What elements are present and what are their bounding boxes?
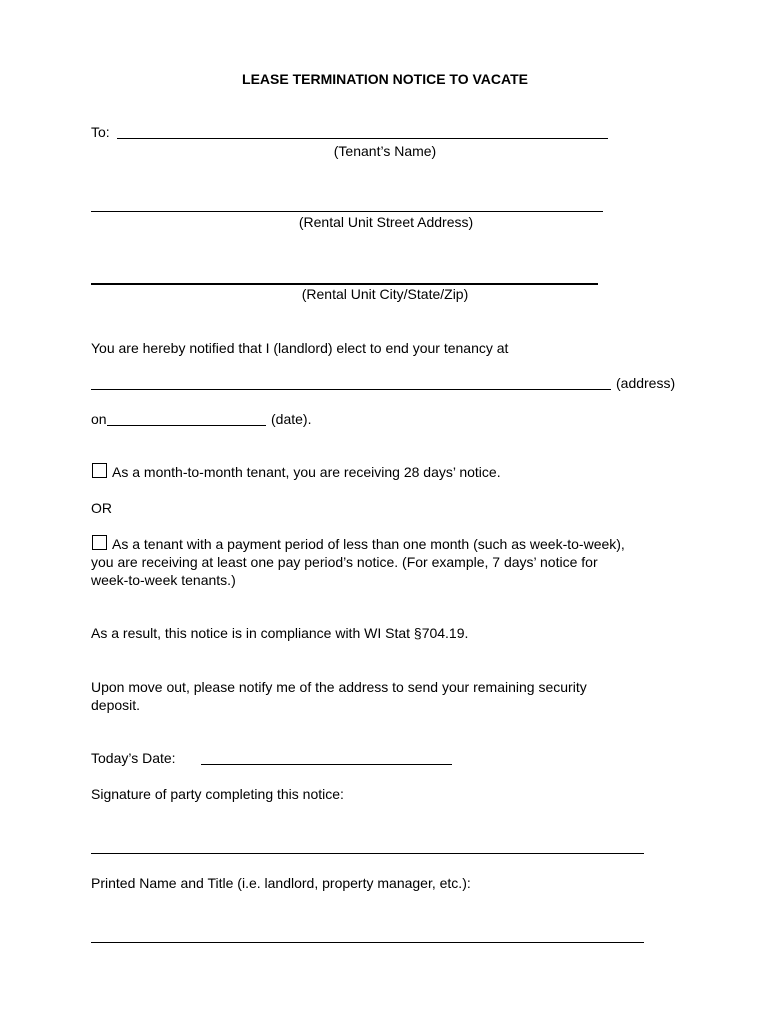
tenant-name-caption: (Tenant’s Name) bbox=[333, 143, 437, 159]
short-period-text-line1: As a tenant with a payment period of less than one month (such as week-to-week), bbox=[112, 536, 625, 552]
compliance-text: As a result, this notice is in compliance with WI Stat §704.19. bbox=[91, 625, 469, 641]
date-label: (date). bbox=[271, 411, 312, 427]
printed-name-field[interactable] bbox=[91, 942, 644, 943]
move-out-text-line2: deposit. bbox=[91, 697, 141, 713]
address-label: (address) bbox=[616, 375, 676, 391]
or-label: OR bbox=[91, 500, 112, 516]
street-address-caption: (Rental Unit Street Address) bbox=[298, 214, 474, 230]
tenant-name-field[interactable] bbox=[117, 138, 608, 139]
to-label: To: bbox=[91, 124, 110, 140]
todays-date-field[interactable] bbox=[201, 764, 452, 765]
document-title: LEASE TERMINATION NOTICE TO VACATE bbox=[242, 71, 528, 87]
short-period-text-line2: you are receiving at least one pay period’s notice. (For example, 7 days’ notice for bbox=[91, 554, 598, 570]
short-period-text-line3: week-to-week tenants.) bbox=[91, 572, 236, 588]
todays-date-label: Today’s Date: bbox=[91, 750, 176, 766]
signature-label: Signature of party completing this notice: bbox=[91, 786, 344, 802]
month-to-month-checkbox[interactable] bbox=[92, 463, 107, 478]
city-state-zip-field[interactable] bbox=[91, 283, 598, 285]
end-date-field[interactable] bbox=[107, 425, 266, 426]
on-label: on bbox=[91, 411, 107, 427]
notice-intro-text: You are hereby notified that I (landlord) elect to end your tenancy at bbox=[91, 340, 509, 356]
city-state-zip-caption: (Rental Unit City/State/Zip) bbox=[301, 286, 469, 302]
printed-name-label: Printed Name and Title (i.e. landlord, property manager, etc.): bbox=[91, 875, 471, 891]
signature-field[interactable] bbox=[91, 853, 644, 854]
month-to-month-text: As a month-to-month tenant, you are receiving 28 days’ notice. bbox=[112, 464, 501, 480]
street-address-field[interactable] bbox=[91, 211, 603, 212]
move-out-text-line1: Upon move out, please notify me of the address to send your remaining security bbox=[91, 679, 587, 695]
short-period-checkbox[interactable] bbox=[92, 535, 107, 550]
tenancy-address-field[interactable] bbox=[91, 389, 611, 390]
